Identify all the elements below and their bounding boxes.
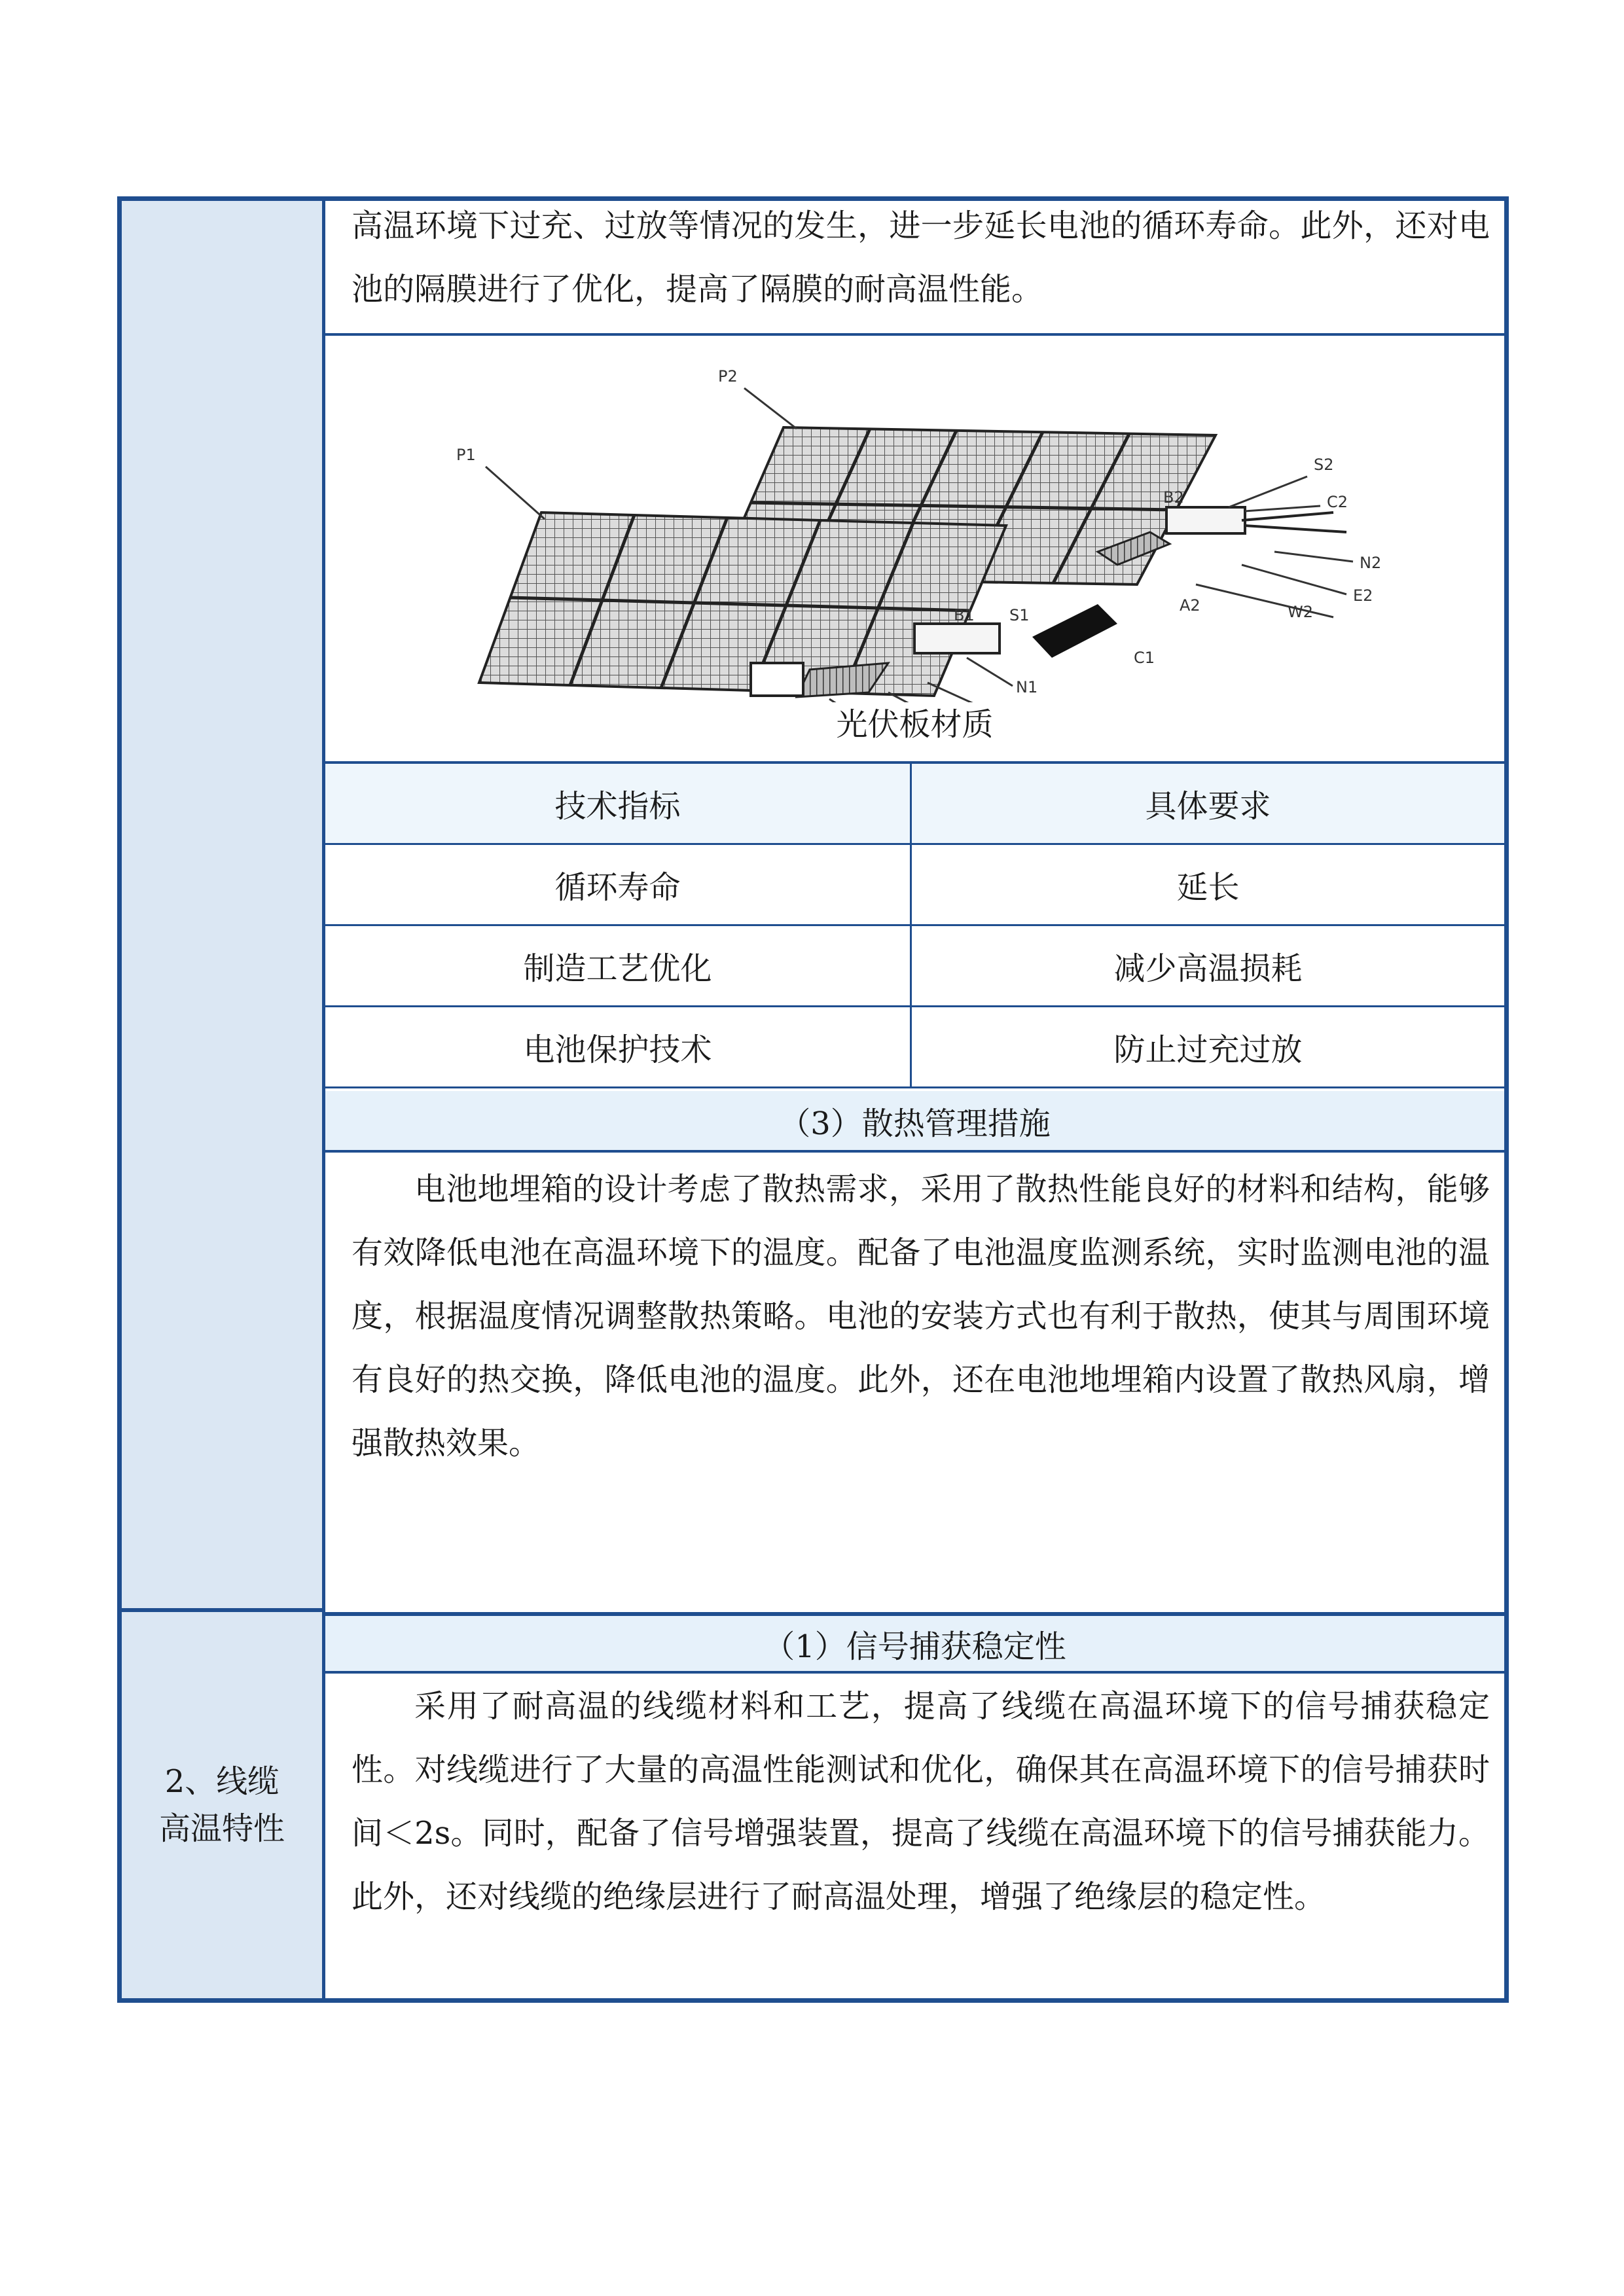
- signal-text: 采用了耐高温的线缆材料和工艺，提高了线缆在高温环境下的信号捕获稳定性。对线缆进行了大量的高温性能测试和优化，确保其在高温环境下的信号捕获时间＜2s。同时，配备了信号增强装置，提高了线缆在高温环境下的信号捕获能力。此外，还对线缆的绝缘层进行了耐高温处理，增强了绝缘层的稳定性。: [352, 1688, 1490, 1915]
- figure-row: [325, 336, 1504, 764]
- table-cell: 循环寿命: [325, 844, 911, 925]
- table-row: [325, 844, 1504, 925]
- section-1-label-cell: [122, 201, 325, 1612]
- intro-row: [325, 201, 1504, 336]
- label-b1: B1: [954, 606, 975, 624]
- signal-heading-row: [325, 1612, 1504, 1674]
- label-a2: A2: [1180, 596, 1200, 615]
- label-p2: P2: [718, 367, 738, 386]
- heat-text-row: [325, 1153, 1504, 1612]
- box-r: [751, 663, 803, 696]
- table-header-indicator: 技术指标: [325, 764, 911, 844]
- strip-c1: [1032, 604, 1117, 658]
- label-e2: E2: [1353, 586, 1373, 605]
- table-cell: 电池保护技术: [325, 1007, 911, 1088]
- label-s2: S2: [1314, 456, 1334, 474]
- table-cell: 延长: [911, 844, 1505, 925]
- table-cell: 防止过充过放: [911, 1007, 1505, 1088]
- spec-table: [325, 764, 1504, 1088]
- table-header-row: [325, 764, 1504, 844]
- intro-text: 高温环境下过充、过放等情况的发生，进一步延长电池的循环寿命。此外，还对电池的隔膜进行了优化，提高了隔膜的耐高温性能。: [352, 207, 1490, 308]
- signal-text-row: [325, 1674, 1504, 1998]
- label-s1: S1: [1009, 606, 1030, 624]
- label-p1: P1: [456, 446, 476, 464]
- section-2-label: 2、线缆高温特性: [158, 1763, 285, 1847]
- box-b2: [1166, 507, 1245, 533]
- label-b2: B2: [1163, 488, 1184, 507]
- signal-heading: （1）信号捕获稳定性: [763, 1628, 1066, 1665]
- label-w2: W2: [1288, 603, 1313, 621]
- section-2-label-cell: [122, 1612, 325, 1998]
- box-b1: [914, 624, 1000, 653]
- table-row: [325, 1007, 1504, 1088]
- table-cell: 制造工艺优化: [325, 925, 911, 1007]
- label-n1: N1: [1016, 678, 1038, 696]
- heat-heading-row: [325, 1091, 1504, 1153]
- table-row: [325, 925, 1504, 1007]
- table-cell: 减少高温损耗: [911, 925, 1505, 1007]
- table-header-requirement: 具体要求: [911, 764, 1505, 844]
- label-c2: C2: [1327, 493, 1348, 511]
- panel-group-p1: [479, 512, 1006, 696]
- solar-panel-diagram: [325, 336, 1504, 702]
- heat-heading: （3）散热管理措施: [779, 1105, 1051, 1142]
- heat-text: 电池地埋箱的设计考虑了散热需求，采用了散热性能良好的材料和结构，能够有效降低电池在高温环境下的温度。配备了电池温度监测系统，实时监测电池的温度，根据温度情况调整散热策略。电池的安装方式也有利于散热，使其与周围环境有良好的热交换，降低电池的温度。此外，还在电池地埋箱内设置了散热风扇，增强散热效果。: [352, 1171, 1490, 1462]
- label-c1: C1: [1134, 649, 1155, 667]
- figure-caption: 光伏板材质: [836, 706, 994, 743]
- content-table: [117, 196, 1509, 2003]
- label-n2: N2: [1360, 554, 1382, 572]
